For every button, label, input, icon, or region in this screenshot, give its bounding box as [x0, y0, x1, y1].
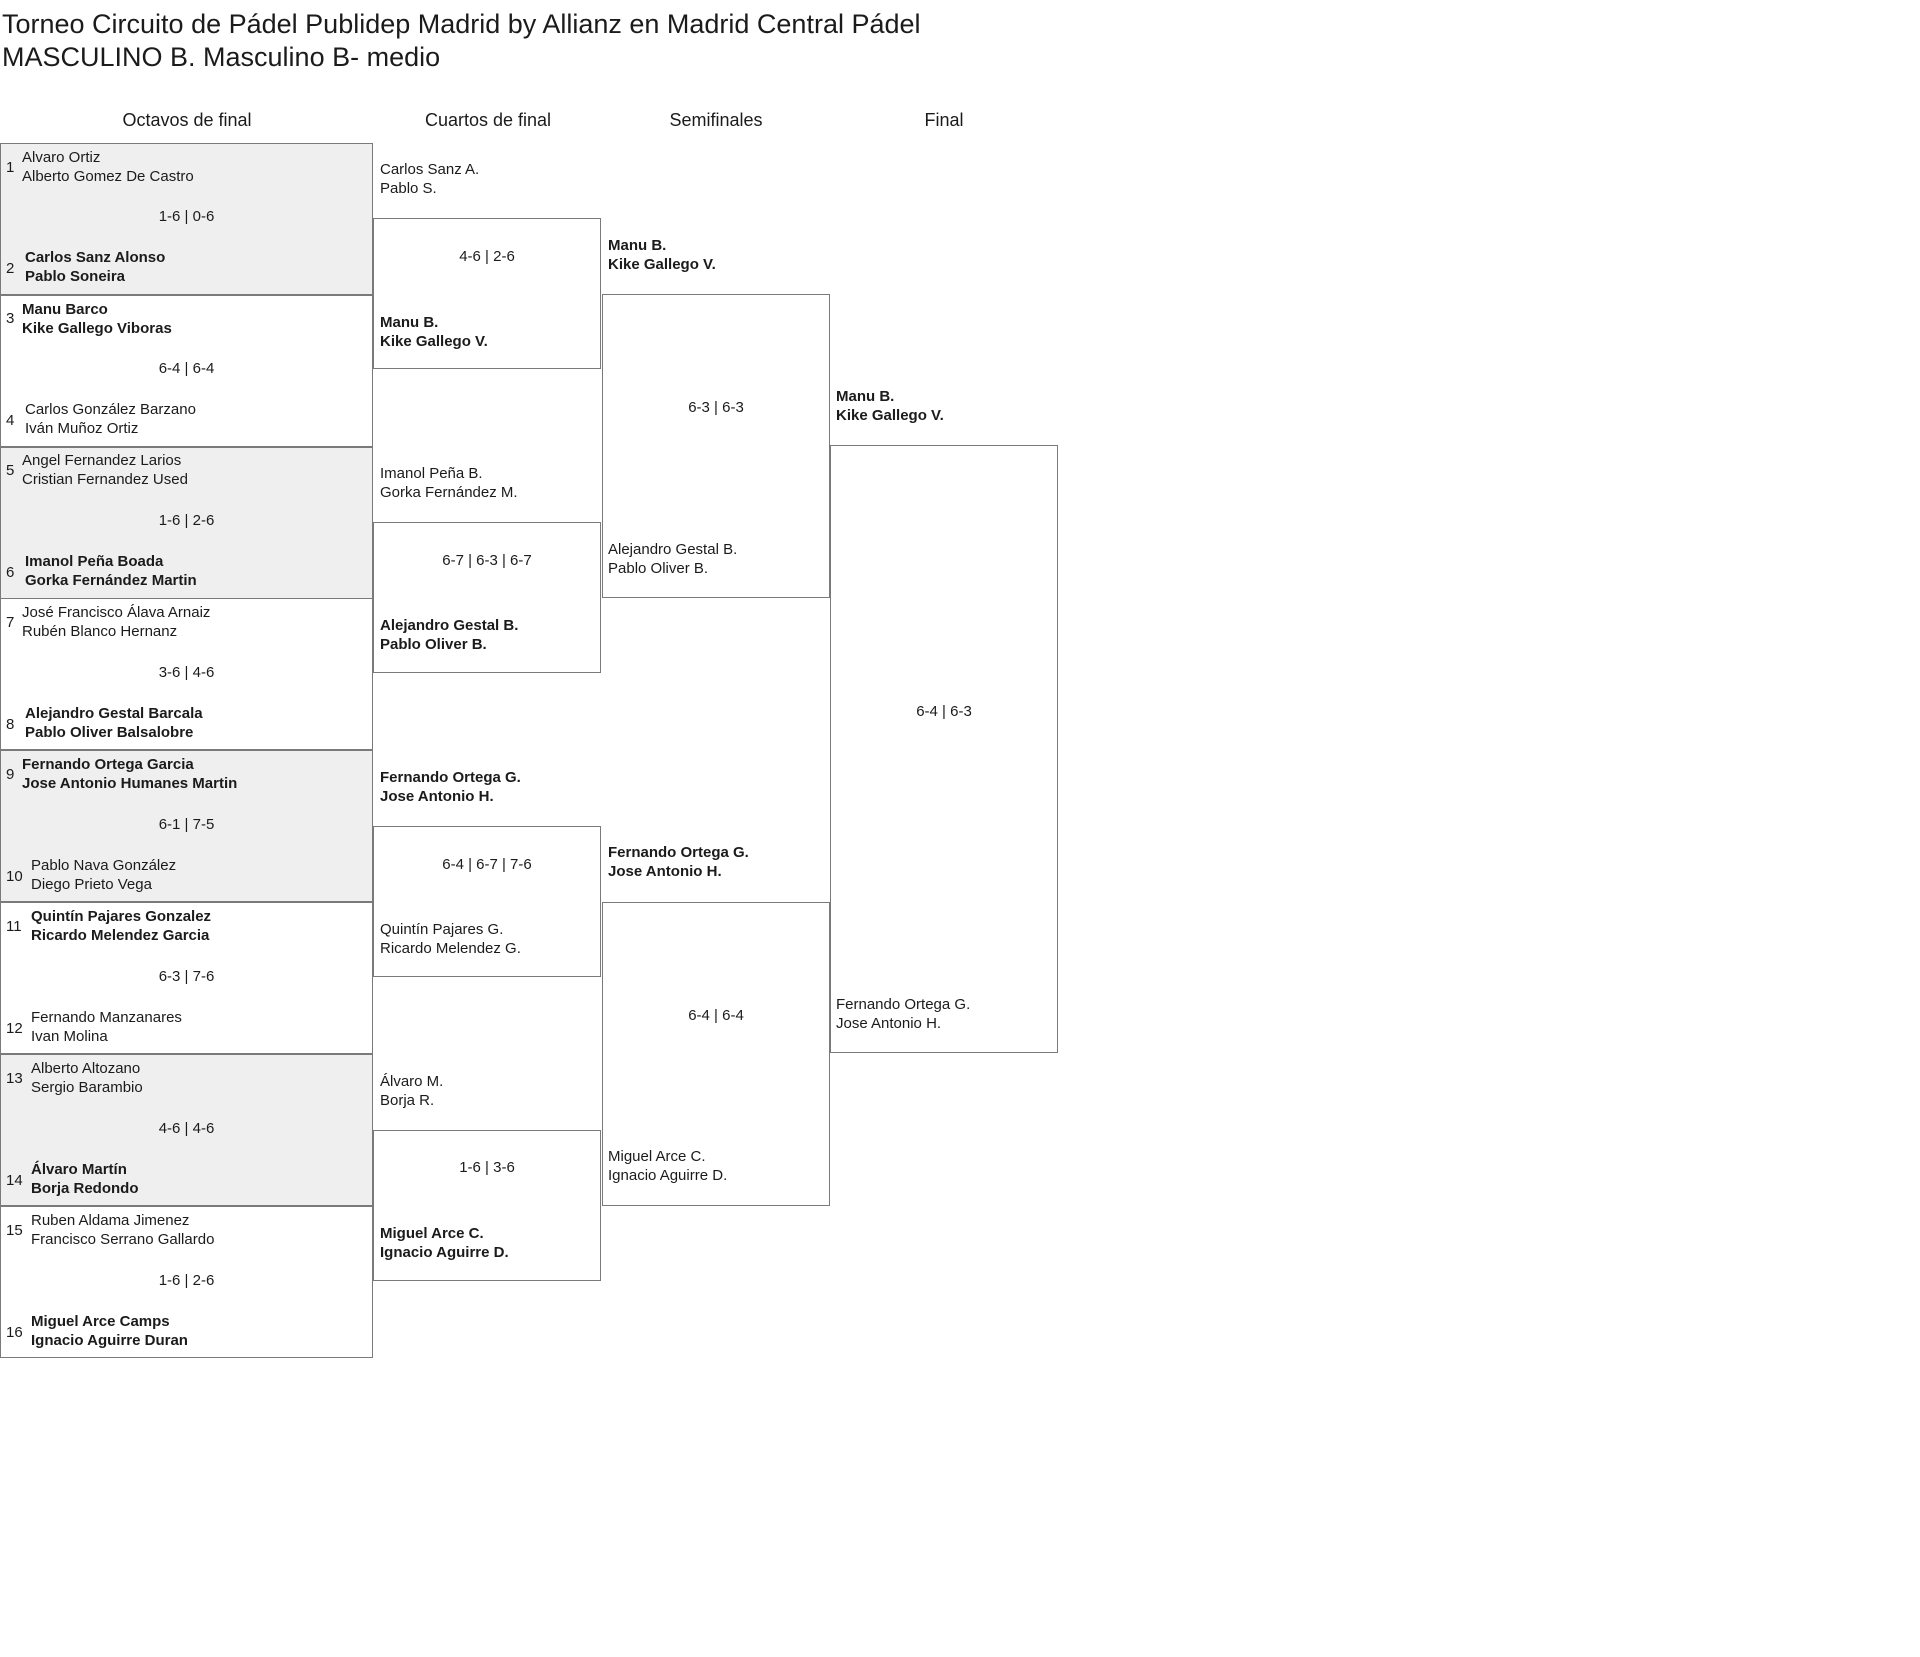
player-name: Alejandro Gestal B. [380, 617, 519, 634]
player-name: Alberto Gomez De Castro [22, 168, 194, 185]
team-entry [380, 1072, 443, 1110]
team-entry [25, 552, 197, 590]
seed-number: 1 [6, 159, 15, 176]
player-name: Carlos González Barzano [25, 401, 196, 418]
team-entry [25, 400, 196, 438]
player-name: Miguel Arce C. [380, 1225, 484, 1242]
player-name: Francisco Serrano Gallardo [31, 1231, 215, 1248]
player-name: Álvaro M. [380, 1073, 444, 1090]
seed-number: 15 [6, 1222, 23, 1239]
player-name: Manu Barco [22, 301, 108, 318]
team-entry [380, 920, 521, 958]
player-name: Pablo Oliver B. [380, 636, 487, 653]
player-name: Jose Antonio Humanes Martin [22, 775, 238, 792]
match-score: 6-3 | 7-6 [158, 968, 215, 985]
player-name: Kike Gallego V. [380, 333, 488, 350]
player-name: Pablo Oliver Balsalobre [25, 724, 194, 741]
player-name: Quintín Pajares Gonzalez [31, 908, 212, 925]
player-name: Kike Gallego Viboras [22, 320, 172, 337]
match-score: 6-4 | 6-7 | 7-6 [442, 856, 532, 873]
round-header-semifinales: Semifinales [669, 110, 763, 130]
player-name: Manu B. [380, 314, 439, 331]
player-name: Ricardo Melendez Garcia [31, 927, 210, 944]
player-name: Alejandro Gestal Barcala [25, 705, 203, 722]
player-name: Fernando Manzanares [31, 1009, 182, 1026]
tournament-title: Torneo Circuito de Pádel Publidep Madrid by Allianz en Madrid Central Pádel [2, 9, 921, 39]
category-title: MASCULINO B. Masculino B- medio [2, 42, 441, 72]
team-entry [380, 464, 518, 502]
player-name: Alberto Altozano [31, 1060, 141, 1077]
team-entry [380, 616, 518, 654]
player-name: Fernando Ortega G. [836, 996, 971, 1013]
seed-number: 10 [6, 868, 23, 885]
team-entry [31, 1059, 143, 1097]
player-name: Jose Antonio H. [380, 788, 494, 805]
player-name: Pablo Soneira [25, 268, 126, 285]
player-name: Alvaro Ortiz [22, 149, 101, 166]
match-score: 1-6 | 2-6 [158, 1272, 215, 1289]
seed-number: 13 [6, 1070, 23, 1087]
player-name: Manu B. [608, 237, 667, 254]
player-name: Álvaro Martín [31, 1161, 127, 1178]
match-score: 3-6 | 4-6 [158, 664, 215, 681]
team-entry [380, 313, 488, 351]
team-entry [22, 148, 194, 186]
player-name: Imanol Peña Boada [25, 553, 164, 570]
player-name: Ivan Molina [31, 1028, 108, 1045]
player-name: Pablo Oliver B. [608, 560, 709, 577]
round-header-octavos: Octavos de final [122, 110, 252, 130]
player-name: Imanol Peña B. [380, 465, 483, 482]
team-entry [22, 603, 210, 641]
round-header-final: Final [924, 110, 964, 130]
match-score: 4-6 | 2-6 [459, 248, 515, 265]
team-entry [836, 995, 970, 1033]
player-name: Kike Gallego V. [608, 256, 716, 273]
team-entry [22, 451, 188, 489]
player-name: Gorka Fernández Martin [25, 572, 197, 589]
team-entry [380, 160, 479, 198]
player-name: Pablo Nava González [31, 857, 177, 874]
seed-number: 7 [6, 614, 15, 631]
player-name: Ignacio Aguirre D. [380, 1244, 509, 1261]
seed-number: 14 [6, 1172, 23, 1189]
player-name: Fernando Ortega G. [608, 844, 749, 861]
team-entry [380, 768, 521, 806]
player-name: Miguel Arce C. [608, 1148, 706, 1165]
player-name: Ignacio Aguirre Duran [31, 1332, 188, 1349]
seed-number: 12 [6, 1020, 23, 1037]
player-name: José Francisco Álava Arnaiz [22, 604, 211, 621]
player-name: Quintín Pajares G. [380, 921, 504, 938]
team-entry [31, 856, 176, 894]
player-name: Manu B. [836, 388, 895, 405]
match-score: 6-4 | 6-3 [916, 703, 972, 720]
team-entry [22, 755, 237, 793]
player-name: Kike Gallego V. [836, 407, 944, 424]
team-entry [380, 1224, 509, 1262]
team-entry [608, 1147, 727, 1185]
player-name: Sergio Barambio [31, 1079, 143, 1096]
player-name: Cristian Fernandez Used [22, 471, 188, 488]
match-score: 1-6 | 0-6 [158, 208, 215, 225]
player-name: Pablo S. [380, 180, 437, 197]
seed-number: 9 [6, 766, 15, 783]
player-name: Borja R. [380, 1092, 435, 1109]
match-score: 6-7 | 6-3 | 6-7 [442, 552, 532, 569]
round-header-cuartos: Cuartos de final [424, 110, 552, 130]
match-score: 6-1 | 7-5 [158, 816, 215, 833]
player-name: Miguel Arce Camps [31, 1313, 170, 1330]
match-score: 4-6 | 4-6 [158, 1120, 215, 1137]
player-name: Rubén Blanco Hernanz [22, 623, 178, 640]
player-name: Carlos Sanz A. [380, 161, 480, 178]
seed-number: 2 [6, 260, 15, 277]
player-name: Fernando Ortega Garcia [22, 756, 194, 773]
match-score: 6-4 | 6-4 [158, 360, 215, 377]
player-name: Fernando Ortega G. [380, 769, 521, 786]
team-entry [31, 907, 211, 945]
player-name: Carlos Sanz Alonso [25, 249, 166, 266]
team-entry [608, 236, 716, 274]
seed-number: 4 [6, 412, 15, 429]
player-name: Angel Fernandez Larios [22, 452, 182, 469]
player-name: Alejandro Gestal B. [608, 541, 738, 558]
team-entry [25, 704, 203, 742]
player-name: Jose Antonio H. [608, 863, 722, 880]
team-entry [836, 387, 944, 425]
player-name: Ricardo Melendez G. [380, 940, 521, 957]
player-name: Borja Redondo [31, 1180, 139, 1197]
seed-number: 5 [6, 462, 15, 479]
team-entry [31, 1160, 139, 1198]
team-entry [31, 1008, 182, 1046]
match-score: 1-6 | 2-6 [158, 512, 215, 529]
player-name: Jose Antonio H. [836, 1015, 942, 1032]
player-name: Iván Muñoz Ortiz [25, 420, 139, 437]
team-entry [25, 248, 165, 286]
bracket-connector [830, 445, 1058, 1053]
seed-number: 6 [6, 564, 15, 581]
match-score: 6-3 | 6-3 [688, 399, 744, 416]
match-score: 6-4 | 6-4 [688, 1007, 744, 1024]
player-name: Ignacio Aguirre D. [608, 1167, 728, 1184]
player-name: Ruben Aldama Jimenez [31, 1212, 190, 1229]
player-name: Diego Prieto Vega [31, 876, 152, 893]
seed-number: 8 [6, 716, 15, 733]
seed-number: 3 [6, 310, 15, 327]
team-entry [31, 1211, 214, 1249]
seed-number: 16 [6, 1324, 23, 1341]
team-entry [608, 540, 737, 578]
team-entry [22, 300, 172, 338]
team-entry [608, 843, 749, 881]
team-entry [31, 1312, 188, 1350]
player-name: Gorka Fernández M. [380, 484, 518, 501]
match-score: 1-6 | 3-6 [459, 1159, 515, 1176]
seed-number: 11 [6, 918, 22, 935]
